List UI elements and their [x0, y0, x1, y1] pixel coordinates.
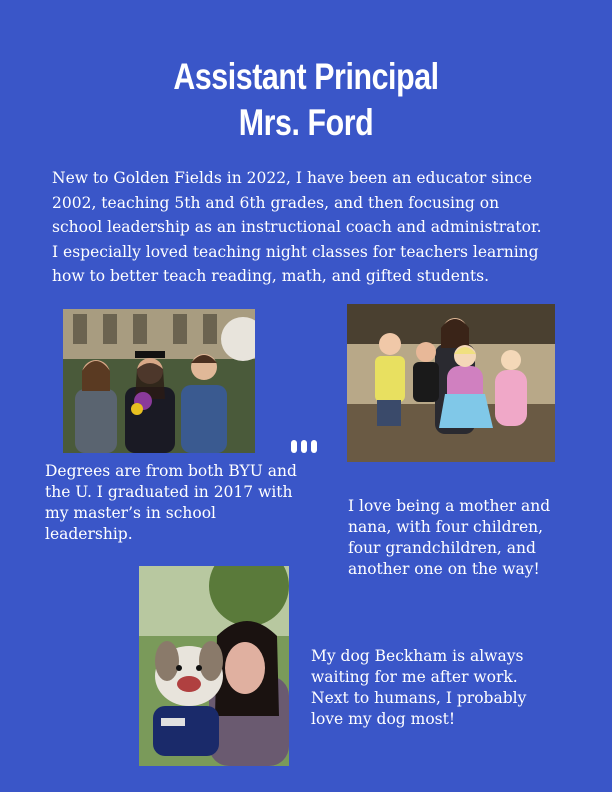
- caption-line: My dog Beckham is always: [311, 647, 524, 665]
- caption-line: I love being a mother and: [348, 497, 551, 515]
- intro-paragraph: [52, 166, 572, 289]
- caption-line: another one on the way!: [348, 560, 540, 578]
- degrees-caption: [45, 461, 315, 545]
- caption-line: my master’s in school: [45, 504, 216, 522]
- caption-line: leadership.: [45, 525, 133, 543]
- dog-caption: [311, 646, 551, 730]
- caption-line: four grandchildren, and: [348, 539, 536, 557]
- family-caption: [348, 496, 568, 580]
- page-subtitle-name: Mrs. Ford: [238, 102, 374, 143]
- caption-line: Next to humans, I probably: [311, 689, 527, 707]
- intro-line: 2002, teaching 5th and 6th grades, and then focusing on: [52, 193, 500, 212]
- intro-line: I especially loved teaching night classes for teachers learning: [52, 242, 539, 261]
- intro-line: how to better teach reading, math, and gifted students.: [52, 267, 490, 285]
- caption-line: Degrees are from both BYU and: [45, 462, 297, 480]
- page-title: Assistant Principal: [173, 56, 439, 97]
- caption-line: love my dog most!: [311, 710, 456, 728]
- caption-line: nana, with four children,: [348, 518, 544, 536]
- ellipsis-icon: [291, 440, 317, 453]
- intro-line: New to Golden Fields in 2022, I have been an educator since: [52, 169, 533, 187]
- intro-line: school leadership as an instructional coach and administrator.: [52, 218, 542, 236]
- family-photo: [347, 304, 555, 462]
- graduation-photo: [63, 309, 255, 453]
- caption-line: waiting for me after work.: [311, 668, 518, 686]
- dog-selfie-photo: [139, 566, 289, 766]
- caption-line: the U. I graduated in 2017 with: [45, 483, 293, 501]
